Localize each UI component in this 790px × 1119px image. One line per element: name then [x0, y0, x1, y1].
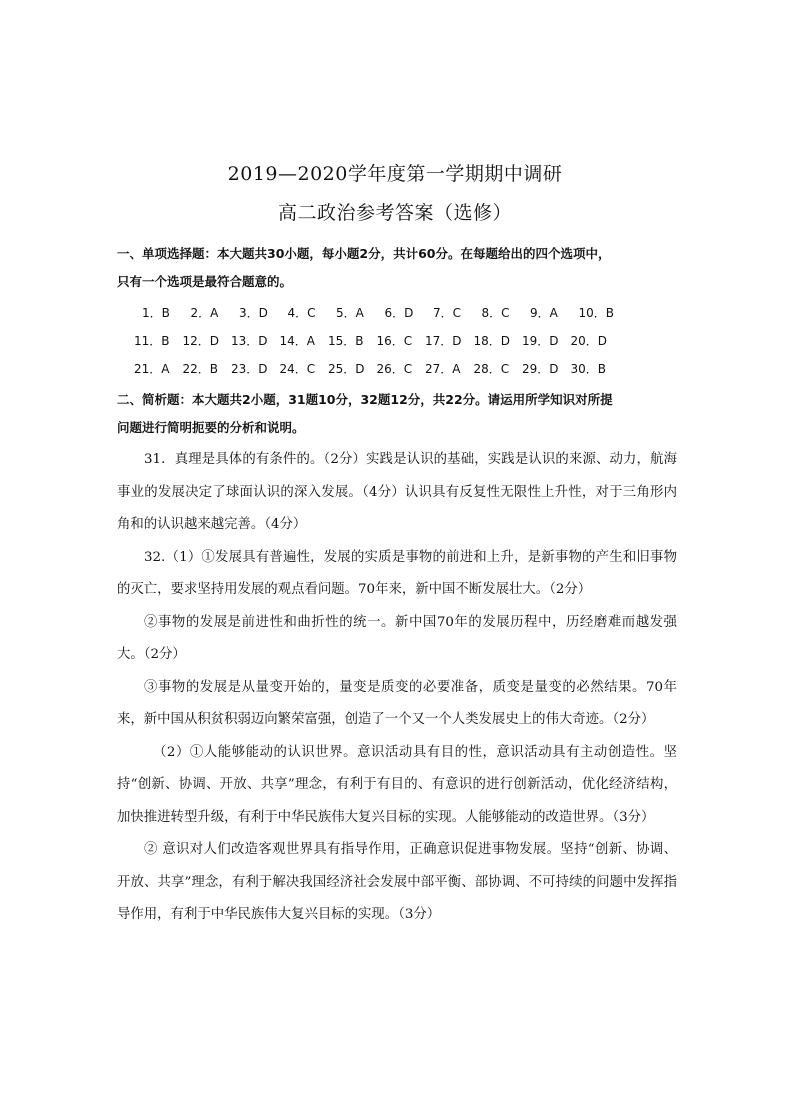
answer-item: 2．A [190, 306, 219, 320]
answer-item: 14．A [279, 334, 315, 348]
answer-item: 27．A [425, 362, 461, 376]
answer-32-1-paragraph-1: 32.（1）①发展具有普遍性，发展的实质是事物的前进和上升，是新事物的产生和旧事物的灭亡，要求坚持用发展的观点看问题。70年来，新中国不断发展壮大。（2分） [117, 549, 677, 597]
section1-heading [117, 240, 677, 296]
section2-heading [117, 386, 677, 442]
document-title: 2019—2020学年度第一学期期中调研 [227, 163, 563, 185]
answer-item: 6．D [384, 306, 414, 320]
answer-item: 9．A [530, 306, 558, 320]
answer-item: 18．D [473, 334, 511, 348]
answer-32-2-paragraph-2: ② 意识对人们改造客观世界具有指导作用，正确意识促进事物发展。坚持“创新、协调、开放、共享”理念，有利于解决我国经济社会发展中部平衡、部协调、不可持续的问题中发挥指导作用，有利于中华民族伟大复兴目标的实现。（3分） [117, 842, 677, 922]
answer-item: 16．C [376, 334, 413, 348]
answer-item: 29．D [522, 362, 559, 376]
answer-item: 1．B [142, 306, 170, 320]
answer-item: 30．B [570, 362, 607, 376]
answer-row [134, 299, 654, 327]
answer-item: 25．D [328, 362, 365, 376]
answer-row [134, 327, 654, 355]
answer-item: 12．D [182, 334, 220, 348]
answer-item: 23．D [231, 362, 268, 376]
analysis-answers [117, 444, 677, 932]
answer-row [134, 355, 654, 383]
answer-32-1-paragraph-3: ③事物的发展是从量变开始的，量变是质变的必要准备，质变是量变的必然结果。70年来，新中国从积贫积弱迈向繁荣富强，创造了一个又一个人类发展史上的伟大奇迹。（2分） [117, 679, 677, 727]
answer-item: 19．D [522, 334, 559, 348]
answer-item: 13．D [231, 334, 268, 348]
answer-item: 20．D [570, 334, 608, 348]
answer-item: 17．D [425, 334, 462, 348]
answer-item: 10．B [578, 306, 615, 320]
answer-31-paragraph: 31．真理是具体的有条件的。（2分）实践是认识的基础，实践是认识的来源、动力，航海事业的发展决定了球面认识的深入发展。（4分）认识具有反复性无限性上升性，对于三角形内角和的认识越来越完善。（4分） [117, 452, 677, 532]
answer-item: 7．C [433, 306, 462, 320]
section2-heading-line1: 二、简析题：本大题共2小题，31题10分，32题12分，共22分。请运用所学知识对所提 [117, 392, 613, 407]
answer-item: 28．C [473, 362, 510, 376]
answer-item: 26．C [376, 362, 413, 376]
answer-item: 15．B [328, 334, 364, 348]
answer-item: 4．C [287, 306, 316, 320]
section1-heading-line2: 只有一个选项是最符合题意的。 [117, 274, 293, 289]
answer-item: 3．D [239, 306, 268, 320]
multiple-choice-answers [134, 299, 654, 383]
document-subtitle: 高二政治参考答案（选修） [277, 202, 512, 224]
answer-item: 8．C [481, 306, 510, 320]
answer-32-2-paragraph-1: （2）①人能够能动的认识世界。意识活动具有目的性，意识活动具有主动创造性。坚持“创新、协调、开放、共享”理念，有利于有目的、有意识的进行创新活动，优化经济结构，加快推进转型升级，有利于中华民族伟大复兴目标的实现。人能够能动的改造世界。（3分） [117, 744, 677, 825]
answer-item: 11．B [134, 334, 170, 348]
answer-item: 21．A [134, 362, 170, 376]
answer-item: 24．C [279, 362, 316, 376]
answer-32-1-paragraph-2: ②事物的发展是前进性和曲折性的统一。新中国70年的发展历程中，历经磨难而越发强大。（2分） [117, 614, 677, 662]
answer-item: 5．A [336, 306, 364, 320]
section2-heading-line2: 问题进行简明扼要的分析和说明。 [117, 420, 305, 435]
answer-item: 22．B [182, 362, 219, 376]
section1-heading-line1: 一、单项选择题：本大题共30小题，每小题2分，共计60分。在每题给出的四个选项中， [117, 246, 611, 261]
